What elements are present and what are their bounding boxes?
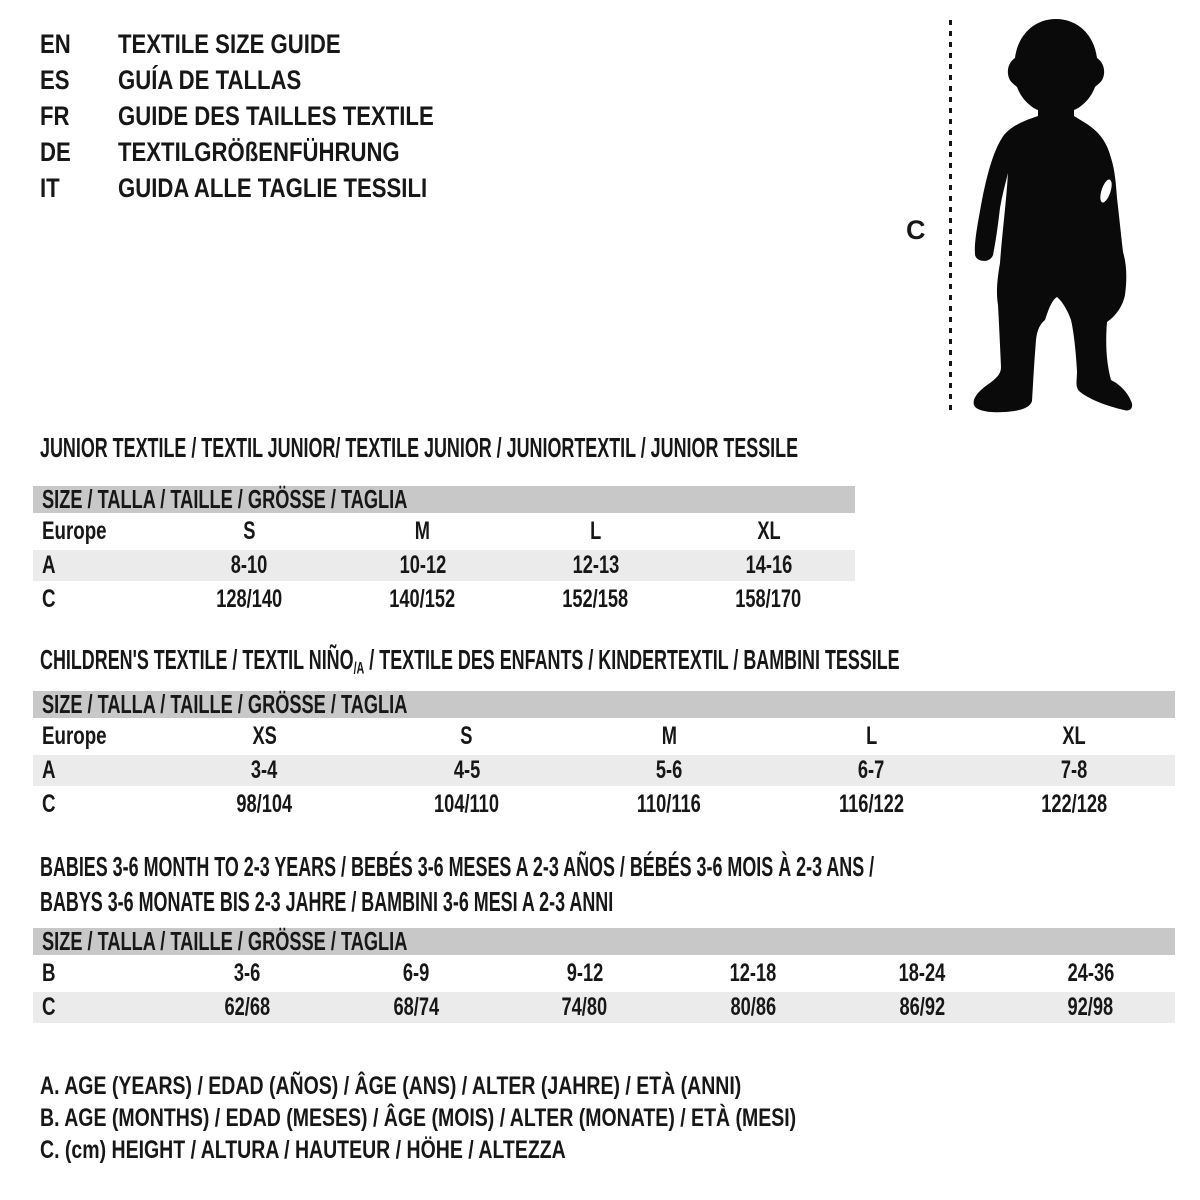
table-title-line <box>40 849 1200 884</box>
row-label <box>33 517 163 546</box>
row-label <box>33 993 163 1022</box>
table-row <box>33 755 1175 786</box>
language-code: DE <box>40 136 71 167</box>
legend-line <box>40 1070 1009 1102</box>
size-header-text: SIZE / TALLA / TAILLE / GRÖSSE / TAGLIA <box>42 484 408 514</box>
language-title: GUIDA ALLE TAGLIE TESSILI <box>118 172 428 203</box>
cell-value: 5-6 <box>655 756 683 784</box>
table-cell <box>163 551 336 580</box>
text: BABIES 3-6 MONTH TO 2-3 YEARS / BEBÉS 3-6 MESES A 2-3 AÑOS / BÉBÉS 3-6 MOIS À 2-3 ANS / <box>40 850 875 882</box>
cell-value: 110/116 <box>637 790 701 818</box>
table-cell <box>838 959 1007 988</box>
table-cell <box>770 756 972 785</box>
row-label-text: B <box>42 959 56 987</box>
table-row <box>33 584 855 615</box>
table-row <box>33 958 1175 989</box>
subscript-text: /A <box>353 658 365 678</box>
table-cell <box>332 959 501 988</box>
cell-value: 12-13 <box>572 551 619 579</box>
size-header-text: SIZE / TALLA / TAILLE / GRÖSSE / TAGLIA <box>42 926 408 956</box>
row-label <box>33 585 163 614</box>
cell-value: 4-5 <box>453 756 480 784</box>
table-cell <box>669 993 838 1022</box>
cell-value: 116/122 <box>838 790 904 818</box>
table-cell <box>163 959 332 988</box>
table-row <box>33 992 1175 1023</box>
table-cell <box>509 517 682 546</box>
table-cell <box>682 585 855 614</box>
row-label-text: Europe <box>42 722 107 750</box>
cell-value: 86/92 <box>899 993 945 1021</box>
cell-value: 6-9 <box>402 959 430 987</box>
table-title-text <box>40 886 613 918</box>
size-header-bar <box>33 928 1175 955</box>
cell-value: 3-4 <box>251 756 278 784</box>
cell-value: 7-8 <box>1060 756 1088 784</box>
cell-value: 122/128 <box>1040 790 1107 818</box>
text: CHILDREN'S TEXTILE / TEXTIL NIÑO <box>40 644 354 676</box>
cell-value: 68/74 <box>393 993 439 1021</box>
language-title: GUÍA DE TALLAS <box>118 64 302 95</box>
cell-value: S <box>460 722 473 750</box>
toddler-silhouette-icon <box>960 15 1140 420</box>
table-cell <box>568 756 770 785</box>
cell-value: 9-12 <box>566 959 603 987</box>
table-cell <box>500 993 669 1022</box>
table-cell <box>336 585 509 614</box>
table-row <box>33 550 855 581</box>
cell-value: L <box>865 722 877 750</box>
height-measure-dashed-line <box>949 20 952 416</box>
cell-value: XL <box>1062 722 1086 750</box>
table-title-text <box>40 432 798 464</box>
row-label <box>33 959 163 988</box>
table-cell <box>163 790 365 819</box>
children-size-table <box>33 691 1175 820</box>
text: BABYS 3-6 MONATE BIS 2-3 JAHRE / BAMBINI 3-6 MESI A 2-3 ANNI <box>40 885 614 917</box>
language-code: FR <box>40 100 70 131</box>
size-header-bar <box>33 691 1175 718</box>
table-cell <box>163 722 365 751</box>
cell-value: XS <box>252 722 277 750</box>
junior-size-table <box>33 486 855 615</box>
table-title-line <box>40 644 1200 679</box>
cell-value: 140/152 <box>389 585 456 613</box>
table-cell <box>509 585 682 614</box>
cell-value: 24-36 <box>1067 959 1115 987</box>
table-cell <box>365 790 567 819</box>
row-label-text: C <box>42 790 56 818</box>
table-cell <box>682 551 855 580</box>
cell-value: 10-12 <box>399 551 446 579</box>
cell-value: 18-24 <box>898 959 946 987</box>
table-cell <box>770 722 972 751</box>
row-label-text: Europe <box>42 517 107 545</box>
table-title-line <box>40 430 1200 465</box>
row-label <box>33 756 163 785</box>
size-header-bar <box>33 486 855 513</box>
babies-size-table <box>33 928 1175 1023</box>
table-cell <box>163 517 336 546</box>
cell-value: 14-16 <box>745 551 792 579</box>
table-cell <box>163 756 365 785</box>
text: JUNIOR TEXTILE / TEXTIL JUNIOR/ TEXTILE JUNIOR / JUNIORTEXTIL / JUNIOR TESSILE <box>40 431 799 463</box>
row-label-text: A <box>42 756 56 784</box>
table-title-line <box>40 884 1200 919</box>
table-cell <box>1006 959 1175 988</box>
cell-value: XL <box>756 517 781 545</box>
table-cell <box>500 959 669 988</box>
table-cell <box>509 551 682 580</box>
language-row <box>40 134 503 170</box>
row-label-text: A <box>42 551 56 579</box>
cell-value: 6-7 <box>858 756 885 784</box>
table-cell <box>336 517 509 546</box>
table-cell <box>682 517 855 546</box>
table-cell <box>365 756 567 785</box>
cell-value: 104/110 <box>434 790 500 818</box>
legend-text: C. (cm) HEIGHT / ALTURA / HAUTEUR / HÖHE / ALTEZZA <box>40 1135 566 1164</box>
babies-table-title <box>40 849 1200 919</box>
table-row <box>33 516 855 547</box>
table-cell <box>163 993 332 1022</box>
table-cell <box>973 790 1175 819</box>
row-label <box>33 790 163 819</box>
cell-value: S <box>243 517 256 545</box>
language-code: ES <box>40 64 70 95</box>
text: / TEXTILE DES ENFANTS / KINDERTEXTIL / BAMBINI TESSILE <box>364 644 900 676</box>
row-label <box>33 551 163 580</box>
row-label <box>33 722 163 751</box>
table-title-text <box>40 644 900 679</box>
table-cell <box>568 722 770 751</box>
table-cell <box>669 959 838 988</box>
cell-value: 12-18 <box>730 959 777 987</box>
cell-value: 80/86 <box>730 993 777 1021</box>
cell-value: L <box>589 517 602 545</box>
table-cell <box>770 790 972 819</box>
cell-value: 62/68 <box>224 993 271 1021</box>
language-code: IT <box>40 172 60 203</box>
table-row <box>33 721 1175 752</box>
row-label-text: C <box>42 585 56 613</box>
height-measure-label: C <box>906 215 926 245</box>
size-header-text: SIZE / TALLA / TAILLE / GRÖSSE / TAGLIA <box>42 689 408 719</box>
legend-line <box>40 1102 1009 1134</box>
legend-line <box>40 1134 1009 1166</box>
legend-text: B. AGE (MONTHS) / EDAD (MESES) / ÂGE (MOIS) / ALTER (MONATE) / ETÀ (MESI) <box>40 1103 797 1132</box>
cell-value: 98/104 <box>236 790 293 818</box>
language-code: EN <box>40 28 71 59</box>
table-row <box>33 789 1175 820</box>
language-row <box>40 170 503 206</box>
language-row <box>40 26 503 62</box>
language-title: GUIDE DES TAILLES TEXTILE <box>118 100 434 131</box>
cell-value: 3-6 <box>234 959 261 987</box>
language-title: TEXTILGRÖßENFÜHRUNG <box>118 136 400 167</box>
language-list <box>40 26 503 206</box>
children-table-title <box>40 644 1200 679</box>
cell-value: 152/158 <box>562 585 629 613</box>
cell-value: M <box>661 722 677 750</box>
measurement-legend <box>40 1070 1009 1166</box>
legend-text: A. AGE (YEARS) / EDAD (AÑOS) / ÂGE (ANS) / ALTER (JAHRE) / ETÀ (ANNI) <box>40 1071 742 1100</box>
table-cell <box>163 585 336 614</box>
table-cell <box>336 551 509 580</box>
table-cell <box>1006 993 1175 1022</box>
junior-table-title <box>40 430 1200 465</box>
table-cell <box>365 722 567 751</box>
language-title: TEXTILE SIZE GUIDE <box>118 28 341 59</box>
cell-value: 92/98 <box>1067 993 1114 1021</box>
cell-value: M <box>414 517 431 545</box>
cell-value: 74/80 <box>561 993 608 1021</box>
cell-value: 8-10 <box>231 551 268 579</box>
table-cell <box>332 993 501 1022</box>
table-cell <box>568 790 770 819</box>
language-row <box>40 98 503 134</box>
cell-value: 128/140 <box>216 585 283 613</box>
language-row <box>40 62 503 98</box>
row-label-text: C <box>42 993 56 1021</box>
table-title-text <box>40 851 874 883</box>
table-cell <box>973 756 1175 785</box>
cell-value: 158/170 <box>735 585 802 613</box>
table-cell <box>973 722 1175 751</box>
table-cell <box>838 993 1007 1022</box>
